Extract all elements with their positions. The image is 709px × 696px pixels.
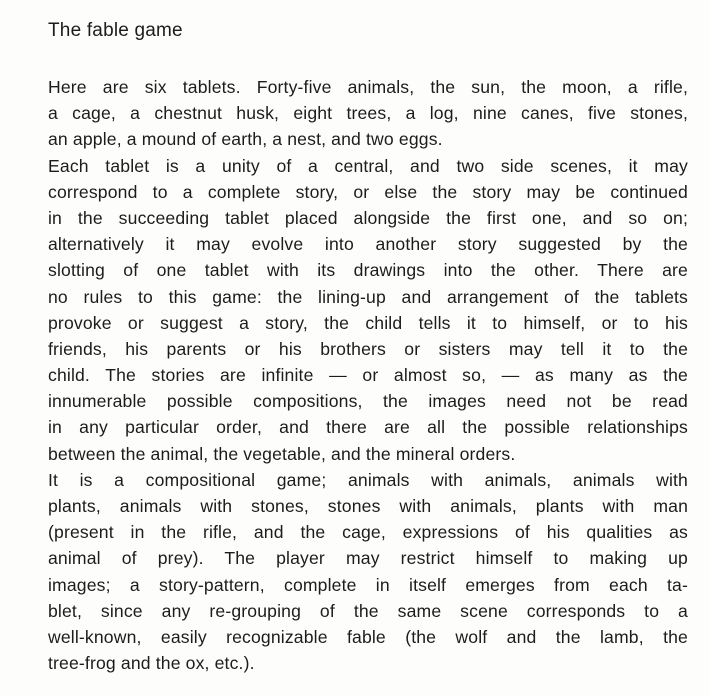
text-line: an apple, a mound of earth, a nest, and two eggs. [48, 129, 443, 150]
text-line: between the animal, the vegetable, and the mineral orders. [48, 443, 516, 464]
text-line: tree-frog and the ox, etc.). [48, 653, 255, 674]
text-line: child. The stories are infinite — or almost so, — as many as the [48, 365, 688, 386]
text-line: provoke or suggest a story, the child tells it to himself, or to his [48, 312, 688, 333]
text-line: Each tablet is a unity of a central, and two side scenes, it may [48, 155, 688, 176]
text-line: innumerable possible compositions, the images need not be read [48, 391, 688, 412]
page-title: The fable game [48, 20, 183, 41]
text-line: Here are six tablets. Forty-five animals, the sun, the moon, a rifle, [48, 77, 688, 97]
text-line: plants, animals with stones, stones with animals, plants with man [48, 496, 688, 516]
text-line: animal of prey). The player may restrict himself to making up [48, 548, 688, 569]
text-line: no rules to this game: the lining-up and arrangement of the tablets [48, 286, 688, 307]
text-line: It is a compositional game; animals with animals, animals with [48, 469, 688, 490]
text-line: in any particular order, and there are all the possible relationships [48, 417, 688, 438]
text-line: slotting of one tablet with its drawings into the other. There are [48, 260, 688, 281]
text-line: friends, his parents or his brothers or sisters may tell it to the [48, 338, 688, 359]
text-line: well-known, easily recognizable fable (the wolf and the lamb, the [48, 626, 688, 647]
text-line: images; a story-pattern, complete in itself emerges from each ta- [48, 574, 688, 595]
text-line: a cage, a chestnut husk, eight trees, a log, nine canes, five stones, [48, 103, 688, 124]
text-line: alternatively it may evolve into another story suggested by the [48, 234, 688, 255]
body-text [48, 74, 688, 676]
text-line: blet, since any re-grouping of the same scene corresponds to a [48, 600, 688, 621]
text-line: correspond to a complete story, or else the story may be continued [48, 181, 688, 202]
text-line: (present in the rifle, and the cage, expressions of his qualities as [48, 522, 688, 543]
text-line: in the succeeding tablet placed alongside the first one, and so on; [48, 207, 688, 228]
